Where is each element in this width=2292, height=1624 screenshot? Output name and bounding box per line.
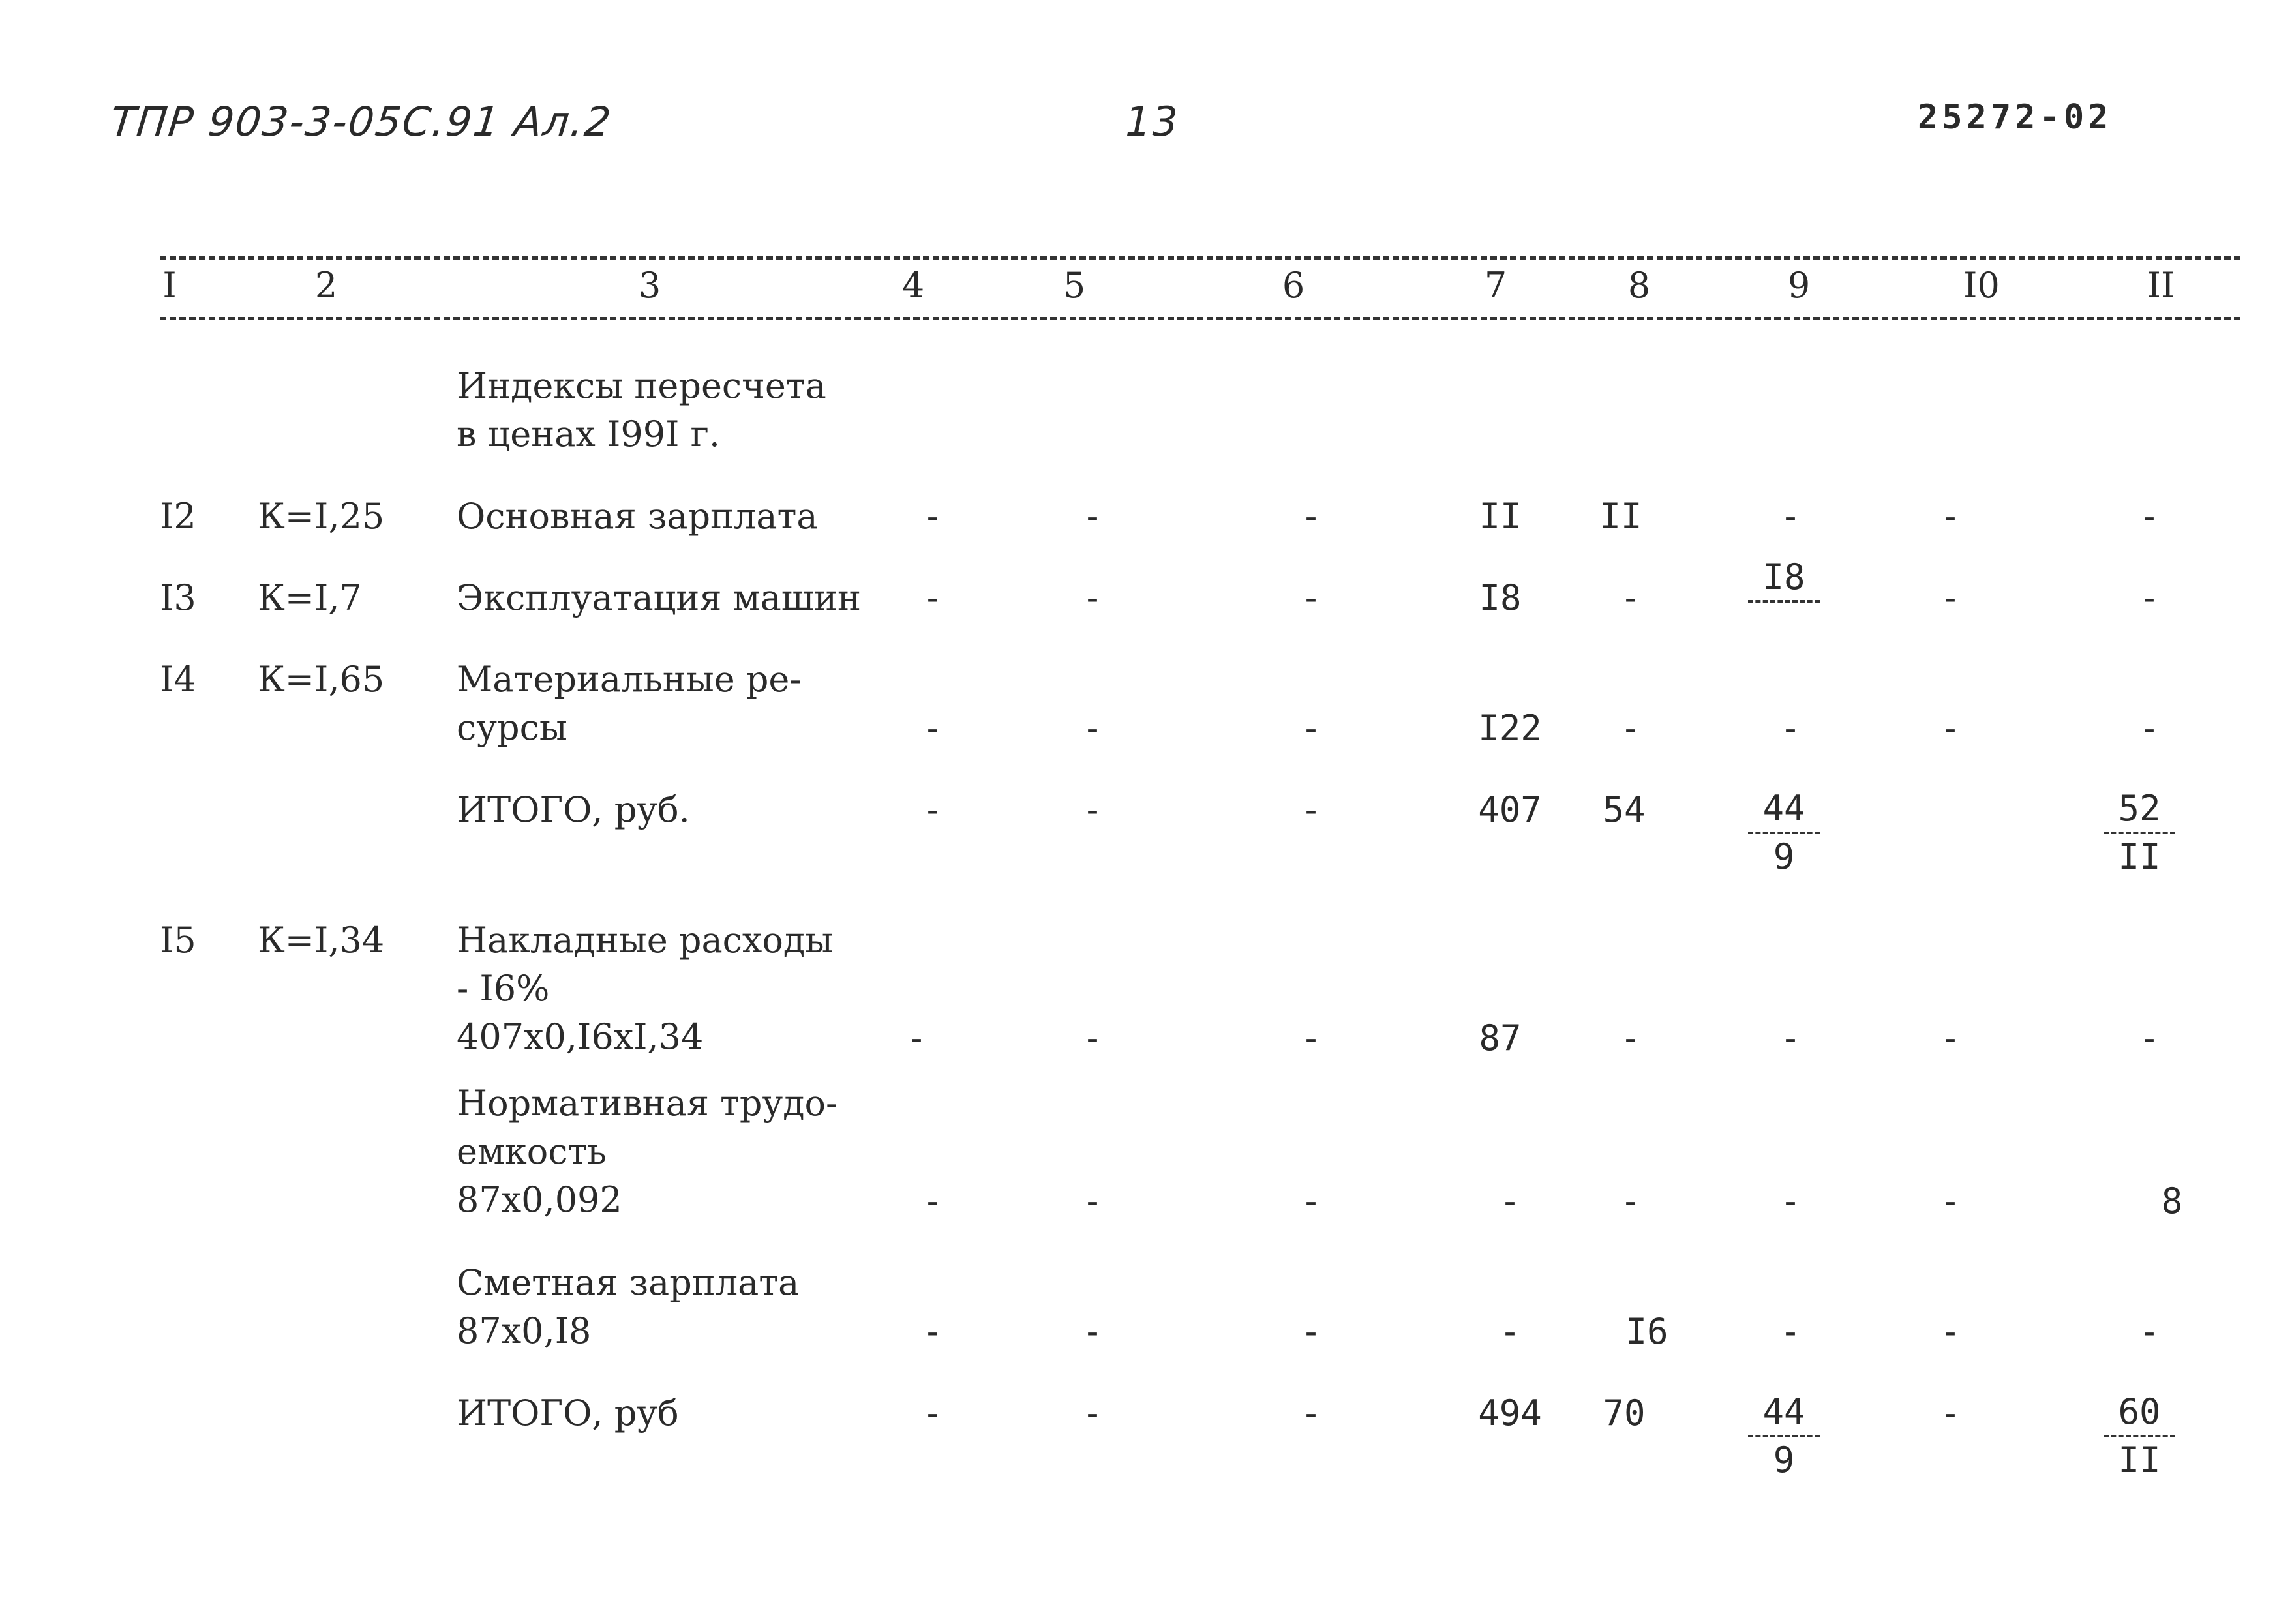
cell-c9-underlined <box>1728 554 1839 603</box>
cell-c11-numerator: 60 <box>2104 1389 2175 1437</box>
cell-c10: - <box>1939 496 1961 537</box>
cell-c6: - <box>1300 1180 1322 1222</box>
cell-c10: - <box>1939 577 1961 618</box>
column-header-8: 8 <box>1627 265 1651 306</box>
cell-c11: - <box>2138 577 2160 618</box>
row-name: Основная зарплата <box>457 496 818 537</box>
cell-c4: - <box>922 577 944 618</box>
cell-c11-denominator: II <box>2118 836 2161 877</box>
cell-c10: - <box>1939 1180 1961 1222</box>
cell-c7: 494 <box>1478 1392 1542 1434</box>
cell-c9-fraction <box>1728 786 1839 880</box>
document-code: ТПР 903-3-05С.91 Ал.2 <box>108 98 614 145</box>
section-title: Индексы пересчета в ценах I99I г. <box>457 365 826 455</box>
column-header-11: II <box>2147 265 2175 306</box>
cell-c6: - <box>1300 1311 1322 1352</box>
cell-c11: - <box>2138 1311 2160 1352</box>
cell-c6: - <box>1300 577 1322 618</box>
cell-c7: II <box>1479 496 1522 537</box>
cell-c11: - <box>2138 496 2160 537</box>
cell-c5: - <box>1081 1392 1104 1434</box>
row-coefficient: К=I,65 <box>258 659 385 700</box>
cell-c9: - <box>1779 1180 1802 1222</box>
cell-c8: 70 <box>1603 1392 1646 1434</box>
cell-c10: - <box>1939 708 1961 749</box>
cell-c7: 87 <box>1479 1017 1522 1059</box>
row-coefficient: К=I,7 <box>258 577 362 618</box>
cell-c5: - <box>1081 1180 1104 1222</box>
cell-c5: - <box>1081 577 1104 618</box>
cell-c7: I8 <box>1479 577 1522 618</box>
cell-c9-denominator: 9 <box>1773 836 1795 877</box>
cell-c10: - <box>1939 1017 1961 1059</box>
cell-c6: - <box>1300 496 1322 537</box>
cell-c5: - <box>1081 1017 1104 1059</box>
cell-c9-numerator: 44 <box>1748 786 1820 834</box>
cell-c9-numerator: 44 <box>1748 1389 1820 1437</box>
row-name: Сметная зарплата 87x0,I8 <box>457 1262 800 1351</box>
cell-c11-fraction <box>2084 1389 2195 1483</box>
row-coefficient: К=I,25 <box>258 496 385 537</box>
cell-c4: - <box>922 708 944 749</box>
cell-c4: - <box>922 1392 944 1434</box>
row-name: Материальные ре- сурсы <box>457 659 802 748</box>
column-header-7: 7 <box>1484 265 1507 306</box>
cell-c7: - <box>1499 1180 1521 1222</box>
column-header-4: 4 <box>901 265 925 306</box>
cell-c8: - <box>1620 708 1642 749</box>
cell-c5: - <box>1081 1311 1104 1352</box>
cell-c11: - <box>2138 708 2160 749</box>
cell-c8: - <box>1620 577 1642 618</box>
row-name: Накладные расходы - I6% 407x0,I6xI,34 <box>457 920 834 1057</box>
cell-c9: - <box>1779 1017 1802 1059</box>
cell-c9: - <box>1779 1311 1802 1352</box>
row-number: I3 <box>160 577 196 618</box>
column-header-9: 9 <box>1787 265 1811 306</box>
cell-c11: 8 <box>2161 1180 2183 1222</box>
cell-c9-value: I8 <box>1748 554 1820 603</box>
row-name: ИТОГО, руб <box>457 1392 679 1434</box>
cell-c7: I22 <box>1478 708 1542 749</box>
cell-c8: 54 <box>1603 789 1646 830</box>
row-number: I5 <box>160 920 196 961</box>
row-name: Эксплуатация машин <box>457 577 861 618</box>
cell-c6: - <box>1300 789 1322 830</box>
row-number: I4 <box>160 659 196 700</box>
reference-number: 25272-02 <box>1918 98 2113 137</box>
column-header-10: I0 <box>1963 265 2000 306</box>
cell-c4: - <box>922 1180 944 1222</box>
page-number: 13 <box>1125 98 1179 145</box>
cell-c7: 407 <box>1478 789 1542 830</box>
cell-c9: - <box>1779 708 1802 749</box>
cell-c8: - <box>1620 1017 1642 1059</box>
header-top-rule <box>160 256 2240 260</box>
column-header-3: 3 <box>638 265 661 306</box>
cell-c5: - <box>1081 496 1104 537</box>
row-name: ИТОГО, руб. <box>457 789 690 830</box>
cell-c4: - <box>922 496 944 537</box>
cell-c11-fraction <box>2084 786 2195 880</box>
cell-c7: - <box>1499 1311 1521 1352</box>
cell-c6: - <box>1300 1392 1322 1434</box>
cell-c11: - <box>2138 1017 2160 1059</box>
cell-c5: - <box>1081 789 1104 830</box>
cell-c10: - <box>1939 1311 1961 1352</box>
cell-c6: - <box>1300 708 1322 749</box>
cell-c8: - <box>1620 1180 1642 1222</box>
column-header-6: 6 <box>1282 265 1305 306</box>
cell-c9-denominator: 9 <box>1773 1439 1795 1481</box>
cell-c11-numerator: 52 <box>2104 786 2175 834</box>
column-header-2: 2 <box>314 265 338 306</box>
cell-c9: - <box>1779 496 1802 537</box>
column-header-1: I <box>162 265 177 306</box>
cell-c8: II <box>1599 496 1642 537</box>
cell-c11-denominator: II <box>2118 1439 2161 1481</box>
header-bottom-rule <box>160 317 2240 320</box>
row-coefficient: К=I,34 <box>258 920 385 961</box>
column-header-5: 5 <box>1063 265 1086 306</box>
row-number: I2 <box>160 496 196 537</box>
cell-c9-fraction <box>1728 1389 1839 1483</box>
cell-c8: I6 <box>1625 1311 1668 1352</box>
cell-c4: - <box>922 789 944 830</box>
cell-c4: - <box>922 1311 944 1352</box>
cell-c10: - <box>1939 1392 1961 1434</box>
row-name: Нормативная трудо- емкость 87x0,092 <box>457 1083 838 1220</box>
cell-c6: - <box>1300 1017 1322 1059</box>
cell-c5: - <box>1081 708 1104 749</box>
cell-c4: - <box>905 1017 927 1059</box>
